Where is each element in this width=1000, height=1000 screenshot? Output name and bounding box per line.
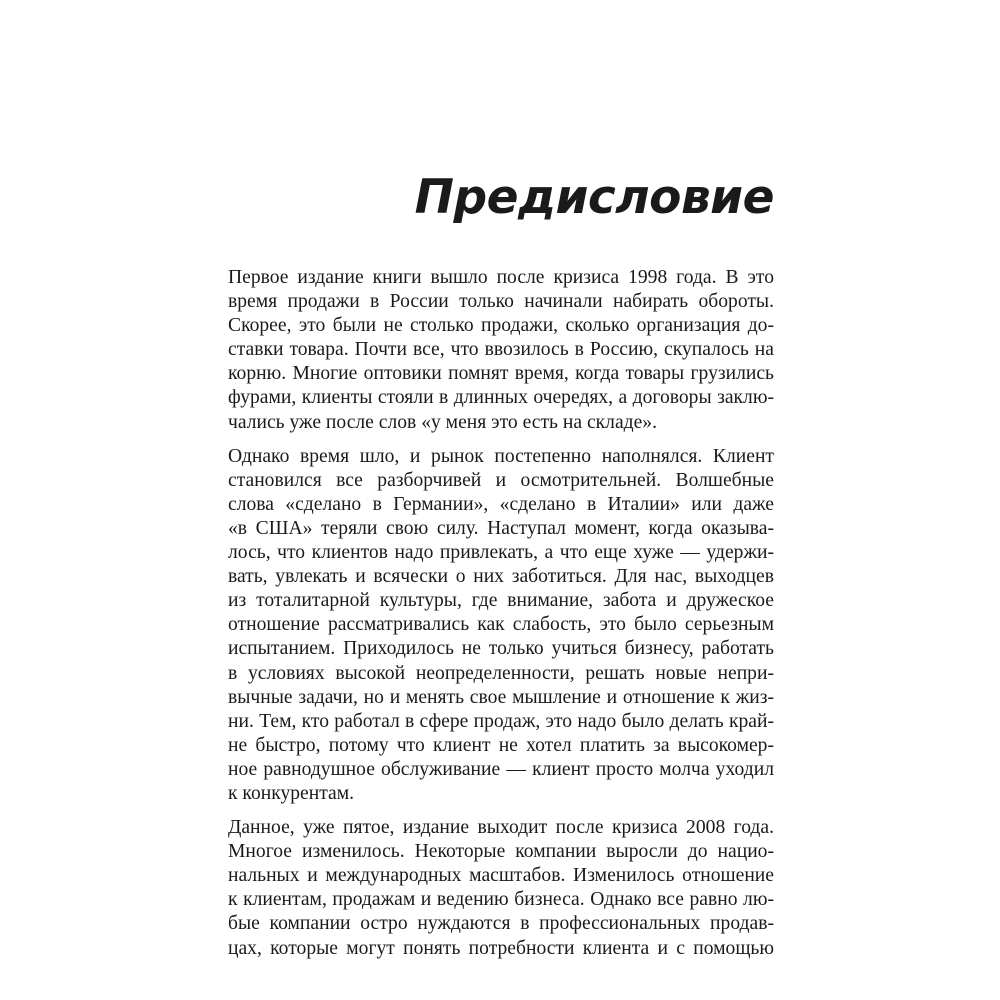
text-line: лось, что клиентов надо привлекать, а что еще хуже — удержи- (228, 542, 774, 564)
paragraph-1 (228, 266, 774, 435)
text-line: бые компании остро нуждаются в профессиональных продав- (228, 913, 774, 935)
paragraph-3 (228, 816, 774, 961)
text-line: к клиентам, продажам и ведению бизнеса. Однако все равно лю- (228, 889, 774, 911)
text-line: испытанием. Приходилось не только учиться бизнесу, работать (228, 638, 774, 660)
text-line: Первое издание книги вышло после кризиса 1998 года. В это (228, 267, 774, 288)
text-line: Данное, уже пятое, издание выходит после кризиса 2008 года. (228, 817, 774, 839)
text-line: нальных и международных масштабов. Изменилось отношение (228, 865, 774, 887)
text-line: ставки товара. Почти все, что ввозилось в Россию, скупалось на (228, 339, 774, 361)
text-line: ное равнодушное обслуживание — клиент просто молча уходил (228, 758, 774, 780)
text-line: к конкурентам. (228, 782, 355, 804)
text-line: цах, которые могут понять потребности клиента и с помощью (228, 937, 774, 959)
text-line: корню. Многие оптовики помнят время, когда товары грузились (228, 363, 774, 385)
text-line: вычные задачи, но и менять свое мышление и отношение к жиз- (228, 686, 774, 708)
text-line: фурами, клиенты стояли в длинных очередях, а договоры заклю- (228, 387, 774, 409)
paragraph-2 (228, 445, 774, 806)
chapter-title: Предисловие (414, 170, 774, 225)
text-line: из тоталитарной культуры, где внимание, забота и дружеское (228, 590, 774, 612)
text-line: время продажи в России только начинали набирать обороты. (228, 291, 774, 313)
text-line: становился все разборчивей и осмотрительней. Волшебные (228, 469, 774, 491)
text-line: не быстро, потому что клиент не хотел платить за высокомер- (228, 734, 774, 756)
text-line: отношение рассматривались как слабость, это было серьезным (228, 614, 774, 636)
text-line: вать, увлекать и всячески о них заботиться. Для нас, выходцев (228, 566, 774, 588)
text-line: слова «сделано в Германии», «сделано в Италии» или даже (228, 493, 774, 515)
text-line: в условиях высокой неопределенности, решать новые непри- (228, 662, 774, 684)
text-line: «в США» теряли свою силу. Наступал момент, когда оказыва- (228, 517, 774, 539)
text-line: Однако время шло, и рынок постепенно наполнялся. Клиент (228, 445, 774, 467)
text-line: Скорее, это были не столько продажи, сколько организация до- (228, 315, 774, 337)
body-text (228, 266, 774, 971)
text-line: ни. Тем, кто работал в сфере продаж, это надо было делать край- (228, 710, 774, 732)
text-line: Многое изменилось. Некоторые компании выросли до нацио- (228, 841, 774, 863)
text-line: чались уже после слов «у меня это есть на складе». (228, 411, 657, 433)
